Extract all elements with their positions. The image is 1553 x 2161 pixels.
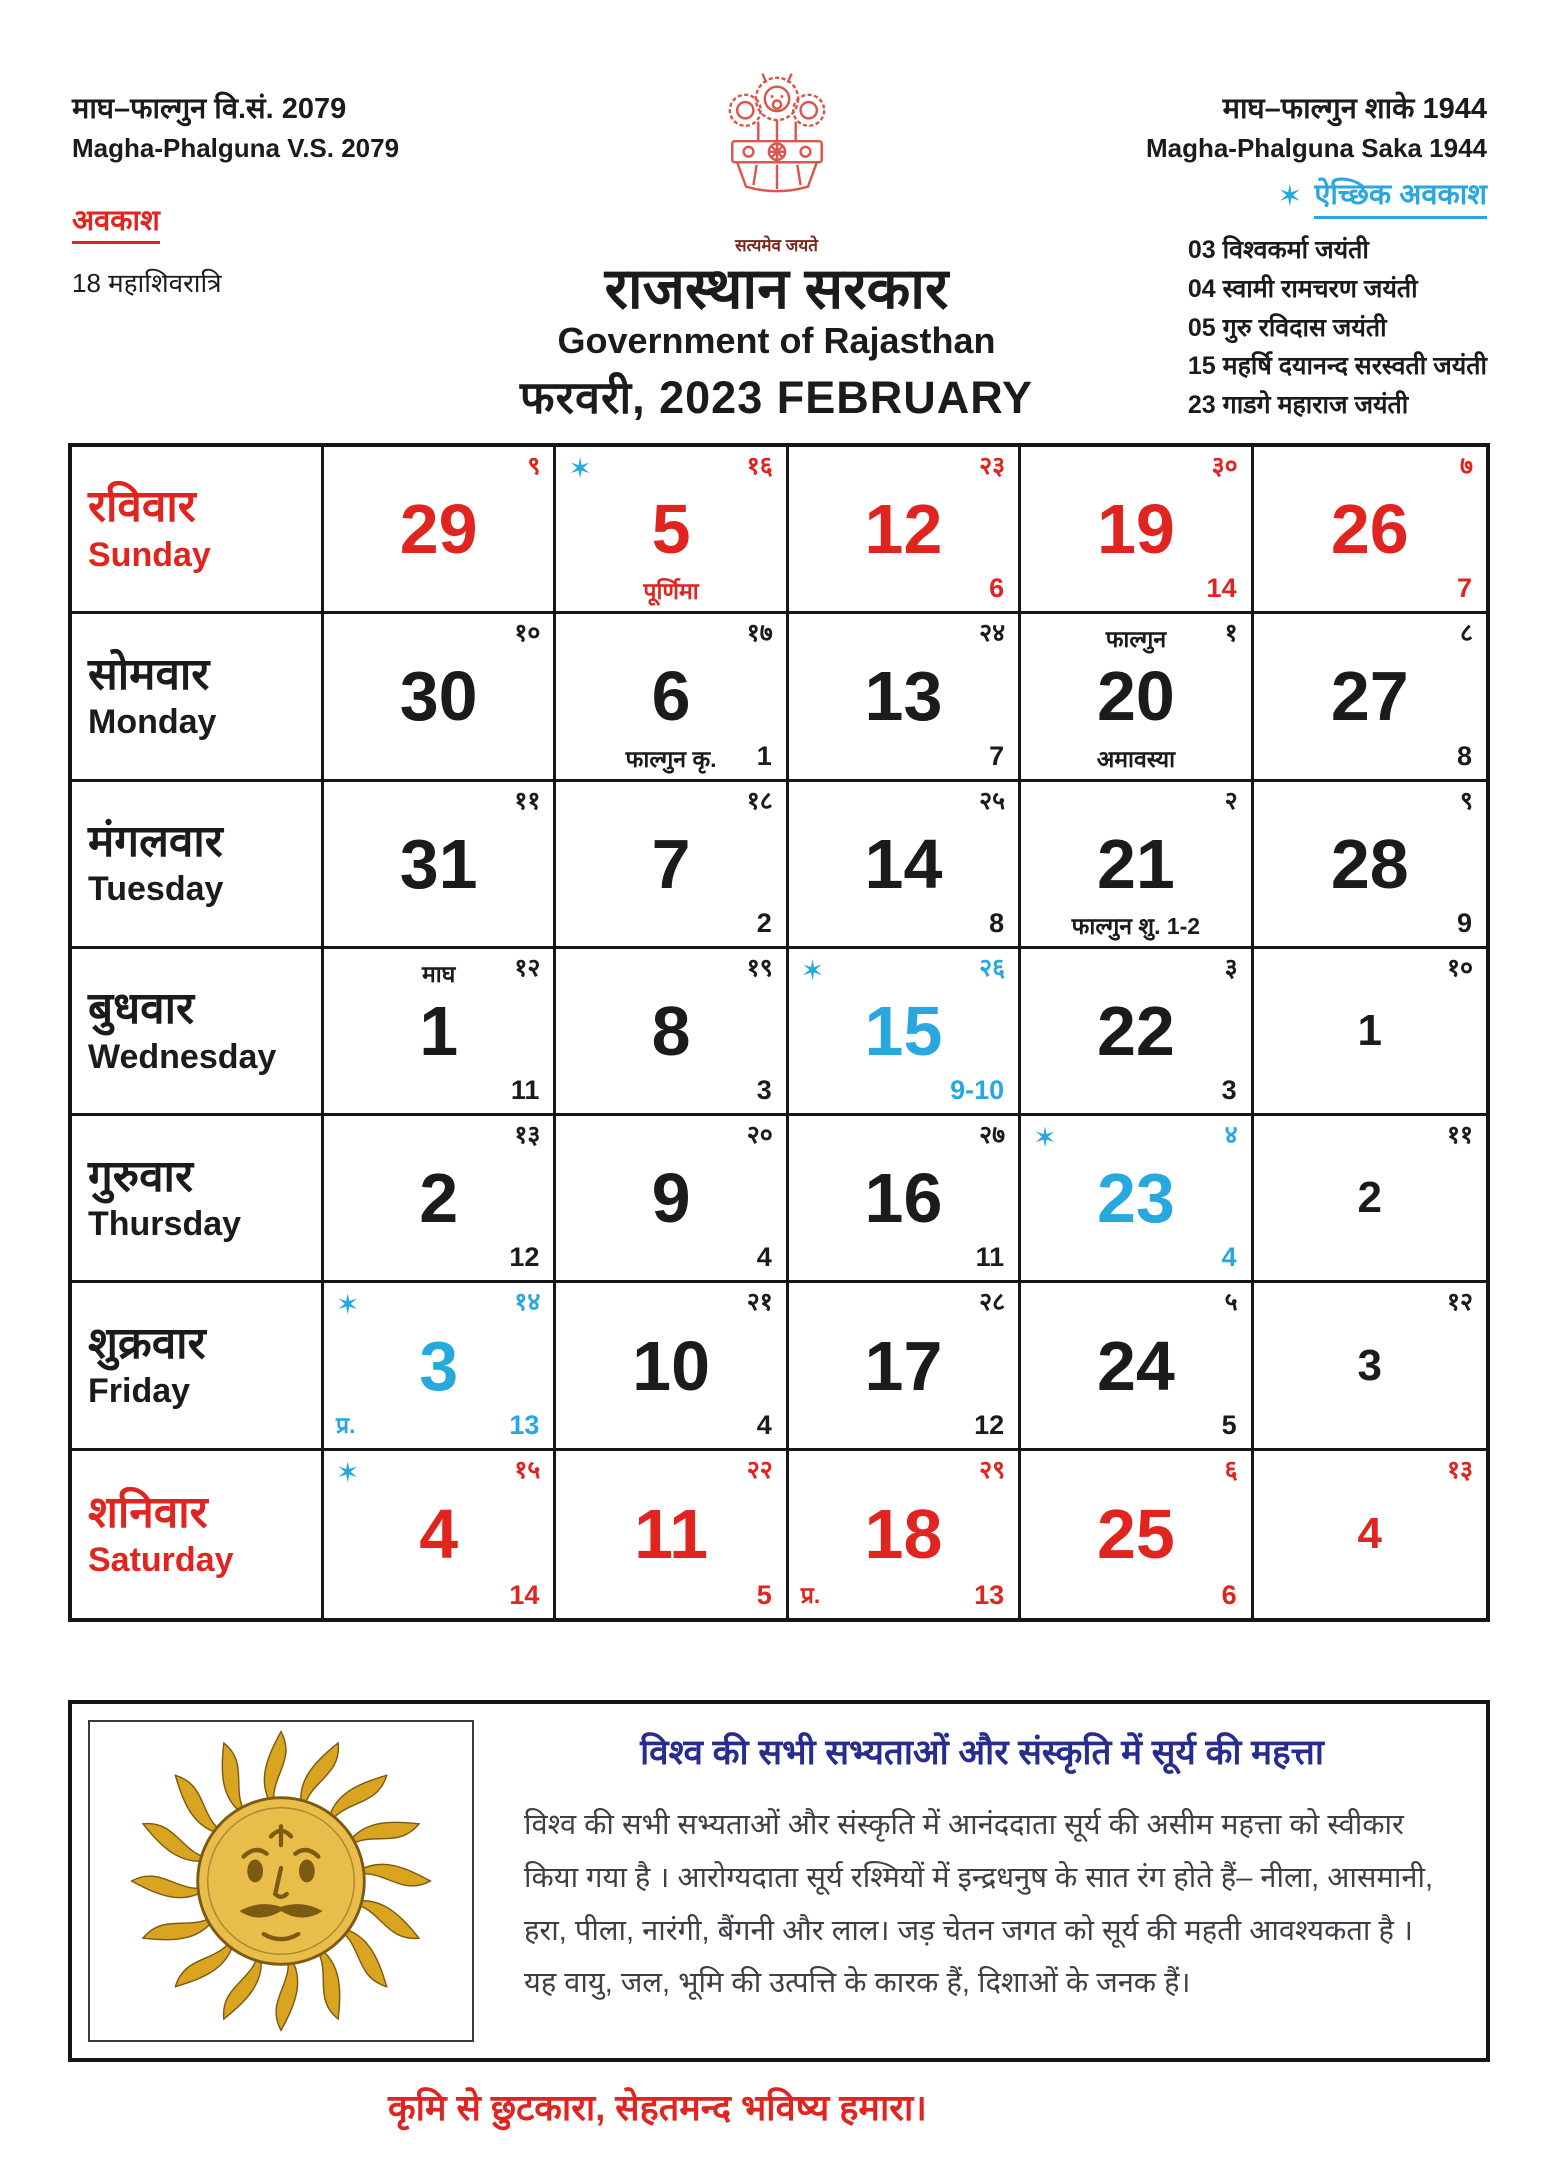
tithi-number: १४	[514, 1288, 541, 1317]
date-cell-sunday-week4	[1021, 447, 1253, 614]
month-title: फरवरी, 2023 FEBRUARY	[519, 372, 1034, 424]
tithi-label: फाल्गुन कृ.	[625, 745, 717, 772]
header-right	[1146, 88, 1487, 425]
date-cell-monday-week4	[1021, 614, 1253, 781]
tithi-number: १	[1224, 619, 1238, 648]
paksha-day-number: 13	[509, 1409, 540, 1440]
hindu-month-label: माघ	[422, 960, 456, 987]
date-cell-thursday-week4	[1021, 1116, 1253, 1283]
motto: सत्यमेव जयते	[735, 236, 818, 255]
paksha-day-number: 3	[756, 1075, 772, 1106]
paksha-day-number: 8	[989, 907, 1005, 938]
date-cell-tuesday-week4	[1021, 782, 1253, 949]
date-number: 31	[399, 824, 478, 903]
tithi-label: फाल्गुन शु. 1-2	[1071, 912, 1201, 939]
era-hindi-right: माघ–फाल्गुन शाके 1944	[1222, 93, 1487, 125]
day-name-english: Saturday	[88, 1541, 234, 1580]
date-number: 28	[1330, 824, 1409, 903]
date-number: 23	[1096, 1159, 1175, 1238]
optional-holiday-item: 04 स्वामी रामचरण जयंती	[1187, 274, 1418, 303]
date-cell-saturday-week3	[789, 1451, 1021, 1618]
date-cell-tuesday-week2	[556, 782, 788, 949]
optional-holiday-star-icon: ✶	[568, 453, 592, 484]
tithi-number: २०	[746, 1121, 773, 1150]
day-name-hindi: मंगलवार	[88, 817, 223, 866]
date-number: 13	[864, 657, 943, 736]
paksha-day-number: 11	[510, 1075, 540, 1106]
paksha-day-number: 11	[975, 1242, 1005, 1273]
date-cell-friday-week5	[1254, 1283, 1486, 1450]
day-name-hindi: शुक्रवार	[88, 1318, 206, 1368]
era-english-right: Magha-Phalguna Saka 1944	[1145, 133, 1487, 163]
tithi-number: २६	[979, 953, 1006, 982]
tithi-number: १०	[514, 619, 541, 648]
tithi-number: १६	[746, 452, 773, 480]
date-cell-saturday-week2	[556, 1451, 788, 1618]
title-english: Government of Rajasthan	[557, 320, 996, 362]
date-number: 4	[419, 1495, 459, 1574]
date-number: 9	[651, 1159, 691, 1238]
date-number: 11	[634, 1495, 709, 1574]
tithi-number: ३०	[1211, 452, 1238, 480]
era-hindi-left: माघ–फाल्गुन वि.सं. 2079	[72, 93, 347, 125]
tithi-number: ९	[527, 452, 541, 480]
day-name-english: Sunday	[88, 535, 211, 574]
paksha-day-number: 9-10	[950, 1075, 1005, 1106]
tithi-number: १५	[514, 1455, 541, 1484]
paksha-day-number: 6	[1221, 1580, 1237, 1610]
date-number: 5	[651, 490, 691, 569]
tithi-number: ११	[514, 786, 541, 815]
date-number: 30	[399, 657, 478, 736]
paksha-day-number: 4	[1221, 1242, 1237, 1273]
tithi-number: १३	[514, 1121, 541, 1150]
date-cell-wednesday-week2	[556, 949, 788, 1116]
date-number: 2	[419, 1159, 459, 1238]
date-number: 17	[864, 1326, 943, 1405]
date-cell-sunday-week5	[1254, 447, 1486, 614]
date-cell-thursday-week2	[556, 1116, 788, 1283]
day-name-english: Thursday	[88, 1204, 242, 1243]
tithi-label: पूर्णिमा	[643, 578, 699, 605]
date-cell-saturday-week4	[1021, 1451, 1253, 1618]
date-number: 16	[864, 1159, 943, 1238]
optional-holiday-item: 03 विश्वकर्मा जयंती	[1187, 236, 1369, 264]
paksha-day-number: 1	[756, 740, 772, 771]
date-cell-friday-week2	[556, 1283, 788, 1450]
slogan: कृमि से छुटकारा, सेहतमन्द भविष्य हमारा।	[388, 2087, 927, 2128]
date-number: 1	[419, 991, 459, 1070]
date-number: 24	[1096, 1326, 1175, 1405]
day-name-hindi: बुधवार	[88, 984, 195, 1034]
date-number: 22	[1096, 991, 1175, 1070]
paksha-day-number: 9	[1456, 907, 1472, 938]
tithi-number: ७	[1459, 452, 1473, 480]
date-cell-wednesday-week1	[324, 949, 556, 1116]
optional-holiday-item: 05 गुरु रविदास जयंती	[1187, 313, 1387, 342]
tithi-number: २८	[979, 1288, 1006, 1317]
date-cell-monday-week3	[789, 614, 1021, 781]
sun-image-box	[88, 1720, 474, 2042]
header-left	[72, 88, 399, 300]
paksha-day-number: 4	[756, 1242, 772, 1273]
tithi-number: २७	[979, 1121, 1006, 1150]
optional-holiday-list	[1188, 231, 1487, 425]
date-number: 27	[1330, 657, 1409, 736]
date-number: 15	[864, 991, 943, 1070]
optional-holiday-star-icon: ✶	[336, 1289, 360, 1321]
paksha-day-number: 12	[974, 1409, 1005, 1440]
date-cell-wednesday-week4	[1021, 949, 1253, 1116]
date-cell-thursday-week1	[324, 1116, 556, 1283]
date-number: 8	[651, 991, 691, 1070]
tithi-label: अमावस्या	[1096, 745, 1176, 772]
date-cell-monday-week5	[1254, 614, 1486, 781]
day-label-thursday	[72, 1116, 324, 1283]
date-number: 25	[1096, 1495, 1175, 1574]
date-cell-tuesday-week3	[789, 782, 1021, 949]
date-cell-saturday-week5	[1254, 1451, 1486, 1618]
tithi-number: २२	[746, 1455, 773, 1484]
tithi-number: २५	[979, 786, 1006, 815]
tithi-number: १७	[746, 619, 773, 648]
optional-holiday-star-icon: ✶	[800, 954, 825, 986]
tithi-number: २४	[979, 619, 1006, 648]
sun-face-icon	[116, 1723, 446, 2039]
tithi-number: ८	[1459, 619, 1473, 648]
ashoka-lion-capital-emblem-icon	[716, 58, 838, 226]
date-number: 7	[651, 824, 691, 903]
date-cell-thursday-week5	[1254, 1116, 1486, 1283]
tithi-number: १२	[514, 953, 541, 982]
date-number: 14	[864, 824, 943, 903]
tithi-number: ११	[1446, 1121, 1473, 1150]
paksha-day-number: 13	[974, 1580, 1005, 1610]
date-cell-tuesday-week5	[1254, 782, 1486, 949]
date-number: 3	[1357, 1340, 1383, 1390]
paksha-day-number: 4	[756, 1409, 772, 1440]
day-label-monday	[72, 614, 324, 781]
era-english-left: Magha-Phalguna V.S. 2079	[72, 133, 400, 163]
date-number: 19	[1096, 490, 1175, 569]
paksha-day-number: 14	[509, 1580, 540, 1610]
optional-holiday-item: 23 गाडगे महाराज जयंती	[1187, 391, 1409, 419]
day-name-english: Friday	[88, 1372, 191, 1411]
paksha-day-number: 8	[1456, 740, 1472, 771]
tithi-number: ६	[1224, 1455, 1238, 1484]
date-number: 26	[1330, 490, 1409, 569]
tithi-number: २	[1224, 786, 1238, 815]
date-cell-sunday-week3	[789, 447, 1021, 614]
calendar-grid	[68, 443, 1490, 1622]
header-center	[367, 58, 1187, 427]
date-cell-saturday-week1	[324, 1451, 556, 1618]
tithi-number: ९	[1459, 786, 1473, 815]
date-cell-friday-week4	[1021, 1283, 1253, 1450]
paksha-abbr: प्र.	[336, 1411, 356, 1438]
paksha-day-number: 2	[756, 907, 772, 938]
paksha-day-number: 5	[756, 1580, 772, 1610]
day-name-english: Tuesday	[88, 870, 224, 909]
info-box	[68, 1700, 1490, 2062]
optional-holiday-star-icon: ✶	[1277, 179, 1303, 213]
paksha-day-number: 5	[1221, 1409, 1237, 1440]
title-hindi: राजस्थान सरकार	[604, 257, 949, 321]
date-cell-monday-week1	[324, 614, 556, 781]
paksha-day-number: 12	[509, 1242, 540, 1273]
paksha-day-number: 3	[1221, 1075, 1237, 1106]
tithi-number: २३	[979, 452, 1006, 480]
day-name-hindi: गुरुवार	[88, 1151, 193, 1201]
date-number: 1	[1357, 1005, 1383, 1055]
day-label-tuesday	[72, 782, 324, 949]
optional-holiday-star-icon: ✶	[336, 1456, 360, 1488]
optional-holiday-heading: ऐच्छिक अवकाश	[1314, 174, 1487, 219]
tithi-number: १२	[1446, 1288, 1473, 1317]
day-name-english: Monday	[88, 703, 217, 742]
date-number: 12	[864, 490, 943, 569]
holiday-entry: 18 महाशिवरात्रि	[72, 268, 222, 298]
date-cell-thursday-week3	[789, 1116, 1021, 1283]
date-cell-friday-week1	[324, 1283, 556, 1450]
info-text	[490, 1704, 1486, 2058]
tithi-number: ५	[1224, 1288, 1238, 1317]
date-number: 4	[1357, 1509, 1383, 1559]
date-number: 20	[1096, 657, 1175, 736]
date-number: 2	[1357, 1173, 1383, 1223]
day-name-hindi: सोमवार	[88, 649, 210, 699]
day-name-hindi: रविवार	[88, 482, 196, 532]
day-name-hindi: शनिवार	[88, 1487, 208, 1537]
optional-holiday-item: 15 महर्षि दयानन्द सरस्वती जयंती	[1187, 352, 1487, 381]
day-label-sunday	[72, 447, 324, 614]
tithi-number: १८	[746, 786, 773, 815]
tithi-number: १९	[746, 953, 773, 982]
info-heading: विश्व की सभी सभ्यताओं और संस्कृति में सूर्य की महत्ता	[640, 1733, 1324, 1772]
paksha-abbr: प्र.	[800, 1582, 821, 1608]
tithi-number: ३	[1224, 953, 1238, 982]
date-number: 29	[399, 490, 478, 569]
date-cell-wednesday-week3	[789, 949, 1021, 1116]
day-label-saturday	[72, 1451, 324, 1618]
date-cell-tuesday-week1	[324, 782, 556, 949]
date-number: 10	[632, 1326, 711, 1405]
date-cell-monday-week2	[556, 614, 788, 781]
optional-holiday-star-icon: ✶	[1033, 1122, 1057, 1154]
tithi-number: २९	[979, 1455, 1006, 1484]
day-label-friday	[72, 1283, 324, 1450]
date-cell-sunday-week2	[556, 447, 788, 614]
date-number: 6	[651, 657, 691, 736]
paksha-day-number: 6	[989, 573, 1005, 604]
paksha-day-number: 7	[989, 740, 1005, 771]
tithi-number: १०	[1446, 953, 1473, 982]
paksha-day-number: 7	[1456, 573, 1472, 604]
hindu-month-label: फाल्गुन	[1105, 626, 1167, 653]
info-body: विश्व की सभी सभ्यताओं और संस्कृति में आनंददाता सूर्य की असीम महत्ता को स्वीकार किया गया है । आरोग्यदाता सूर्य रश्मियों में इन्द्रधनुष के सात रंग होते हैं– नीला, आसमानी, हरा, पीला, नारंगी, बैंगनी और लाल। जड़ चेतन जगत को सूर्य की महती आवश्यकता है । यह वायु, जल, भूमि की उत्पत्ति के कारक हैं, दिशाओं के जनक हैं।	[524, 1809, 1434, 2000]
holiday-heading: अवकाश	[72, 200, 160, 244]
tithi-number: २१	[746, 1288, 773, 1317]
day-name-english: Wednesday	[88, 1037, 277, 1076]
paksha-day-number: 14	[1206, 573, 1237, 604]
date-number: 21	[1096, 824, 1175, 903]
tithi-number: १३	[1446, 1455, 1473, 1484]
date-cell-friday-week3	[789, 1283, 1021, 1450]
date-cell-wednesday-week5	[1254, 949, 1486, 1116]
date-number: 18	[864, 1495, 943, 1574]
day-label-wednesday	[72, 949, 324, 1116]
date-cell-sunday-week1	[324, 447, 556, 614]
date-number: 3	[419, 1326, 459, 1405]
tithi-number: ४	[1224, 1121, 1238, 1150]
